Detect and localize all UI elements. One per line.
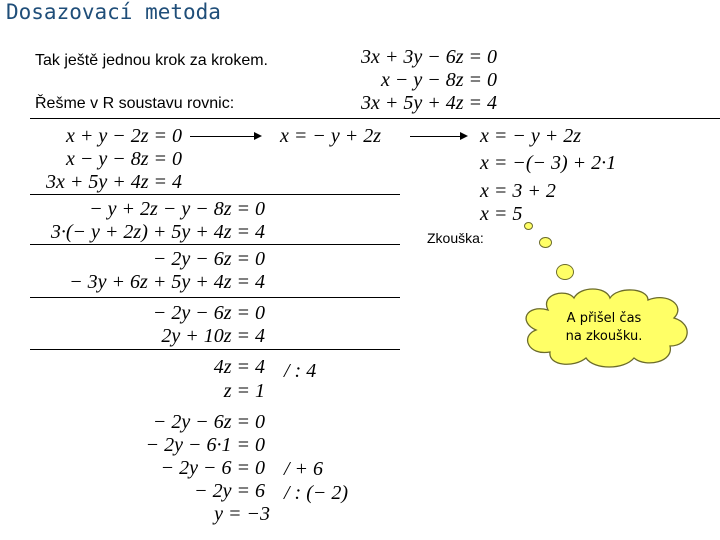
cloud-text (548, 310, 660, 346)
right-line-3: x = 3 + 2 (480, 180, 556, 202)
operation-divide-4: / : 4 (284, 360, 317, 382)
cloud-line-1: A přišel čas (566, 311, 642, 326)
step4-line-6: − 2y = 6 (194, 480, 265, 502)
separator-2 (30, 244, 400, 245)
right-line-4: x = 5 (480, 203, 523, 225)
step2-line-2: − 3y + 6z + 5y + 4z = 4 (69, 271, 265, 293)
expression-x: x = − y + 2z (280, 125, 382, 147)
right-line-2: x = −(− 3) + 2·1 (480, 152, 617, 174)
separator-top (30, 118, 720, 119)
separator-4 (30, 349, 400, 350)
cloud-line-2: na zkoušku. (565, 329, 643, 344)
system-top-line-1: 3x + 3y − 6z = 0 (360, 46, 497, 68)
system-top-line-2: x − y − 8z = 0 (380, 69, 497, 91)
system-left-line-1: x + y − 2z = 0 (65, 125, 182, 147)
substitution-line-2: 3·(− y + 2z) + 5y + 4z = 4 (50, 221, 265, 243)
step4-line-1: 4z = 4 (213, 356, 265, 378)
right-line-1: x = − y + 2z (480, 125, 582, 147)
operation-plus-6: / + 6 (284, 458, 324, 480)
step4-line-7: y = −3 (214, 503, 270, 525)
check-label: Zkouška: (427, 230, 484, 246)
separator-3 (30, 297, 400, 298)
substitution-line-1: − y + 2z − y − 8z = 0 (89, 198, 265, 220)
operation-divide-minus-2: / : (− 2) (284, 482, 349, 504)
step4-line-3: − 2y − 6z = 0 (152, 411, 265, 433)
system-left-line-2: x − y − 8z = 0 (65, 148, 182, 170)
step3-line-2: 2y + 10z = 4 (161, 325, 265, 347)
subtitle: Tak ještě jednou krok za krokem. (35, 52, 268, 69)
step4-line-2: z = 1 (223, 380, 265, 402)
thought-bubble-large (556, 264, 574, 280)
step4-line-4: − 2y − 6·1 = 0 (145, 434, 265, 456)
separator-1 (30, 194, 400, 195)
arrow-right-1 (190, 136, 260, 137)
step4-line-5: − 2y − 6 = 0 (160, 457, 265, 479)
thought-bubble-medium (539, 237, 552, 248)
system-top-line-3: 3x + 5y + 4z = 4 (360, 92, 497, 114)
thought-bubble-small (524, 222, 533, 230)
step3-line-1: − 2y − 6z = 0 (152, 302, 265, 324)
task-text: Řešme v R soustavu rovnic: (35, 95, 235, 112)
step2-line-1: − 2y − 6z = 0 (152, 248, 265, 270)
page-title: Dosazovací metoda (6, 0, 221, 24)
arrow-right-2 (410, 136, 466, 137)
system-left-line-3: 3x + 5y + 4z = 4 (45, 171, 182, 193)
